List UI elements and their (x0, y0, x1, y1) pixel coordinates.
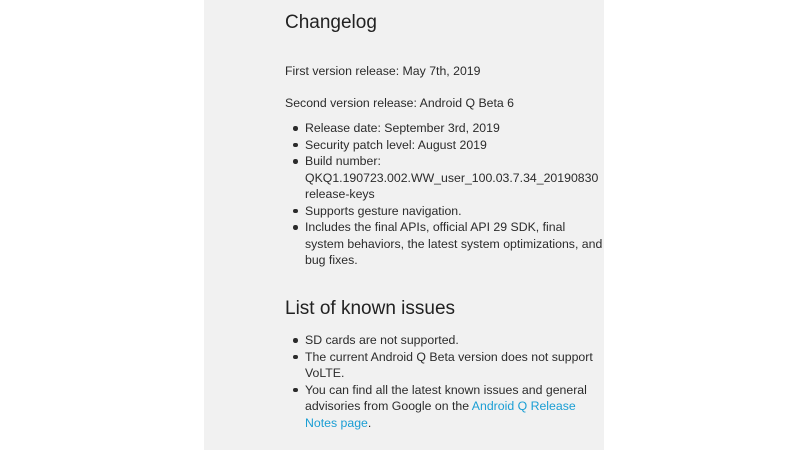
list-item-text: Supports gesture navigation. (305, 203, 462, 218)
list-item-build-number (285, 153, 605, 203)
first-release-text: First version release: May 7th, 2019 (285, 64, 481, 78)
list-item-text: The current Android Q Beta version does not support VoLTE. (305, 349, 593, 380)
list-item-text: Includes the final APIs, official API 29 SDK, final system behaviors, the latest system optimizations, and bug fixes. (305, 220, 603, 267)
list-item-gesture-navigation (285, 203, 605, 220)
list-item-release-notes (285, 382, 605, 432)
list-item-text: You can find all the latest known issues and general advisories from Google on the (305, 382, 587, 413)
list-item-release-date (285, 120, 605, 137)
second-release-text: Second version release: Android Q Beta 6 (285, 96, 514, 110)
list-item-volte (285, 349, 605, 382)
list-item-final-apis (285, 219, 605, 269)
changelog-list (285, 120, 605, 269)
list-item-text: Release date: September 3rd, 2019 (305, 121, 500, 135)
list-item-text: SD cards are not supported. (305, 333, 459, 347)
list-item-text: Security patch level: August 2019 (305, 137, 487, 152)
release-notes-link[interactable]: Android Q Release Notes page (305, 399, 576, 430)
list-item-security-patch (285, 137, 605, 154)
list-item-suffix: . (367, 415, 372, 430)
list-item-text: Build number: (305, 154, 381, 168)
changelog-heading: Changelog (285, 12, 377, 33)
list-item-sd-cards (285, 332, 605, 349)
build-number-value: QKQ1.190723.002.WW_user_100.03.7.34_20190830 (305, 170, 599, 185)
known-issues-list (285, 332, 605, 431)
known-issues-heading: List of known issues (285, 298, 456, 319)
article-panel (204, 0, 604, 450)
build-number-suffix: release-keys (305, 187, 375, 201)
